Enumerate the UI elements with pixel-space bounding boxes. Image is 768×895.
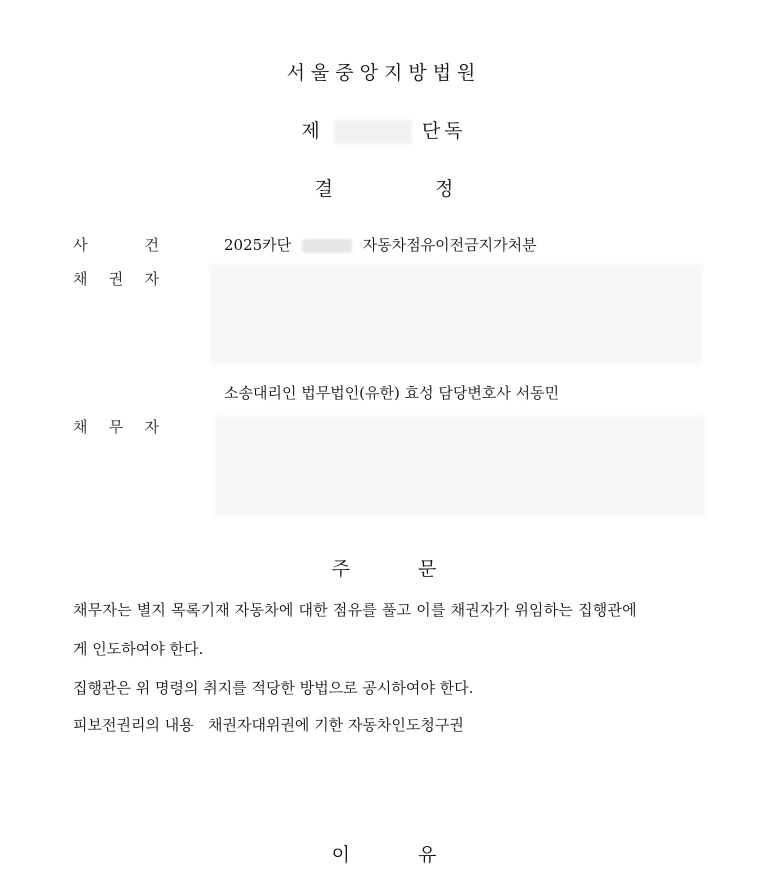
case-year-type: 2025카단 [224, 236, 292, 254]
redacted-creditor-info [210, 264, 702, 364]
debtor-label: 채 무 자 [73, 418, 159, 436]
case-value [224, 234, 537, 255]
order-line-1: 채무자는 별지 목록기재 자동차에 대한 점유를 풀고 이를 채권자가 위임하는 집행관에 [73, 601, 637, 619]
redacted-debtor-info [215, 416, 705, 516]
reason-title [0, 840, 768, 867]
reason-title-left: 이 [331, 844, 350, 866]
redacted-case-number [302, 239, 352, 253]
doc-type-right: 정 [435, 178, 454, 200]
division-prefix: 제 [301, 120, 324, 142]
order-line-2: 게 인도하여야 한다. [73, 640, 204, 658]
order-title [0, 554, 768, 581]
creditor-attorney: 소송대리인 법무법인(유한) 효성 담당변호사 서동민 [224, 384, 560, 402]
division-suffix: 단독 [421, 120, 467, 142]
case-label: 사 건 [73, 236, 159, 254]
division-line [0, 116, 768, 144]
court-name: 서울중앙지방법원 [286, 62, 482, 84]
doc-type-left: 결 [314, 178, 333, 200]
order-title-right: 문 [418, 558, 437, 580]
order-title-left: 주 [331, 558, 350, 580]
creditor-label: 채 권 자 [73, 270, 159, 288]
order-line-4: 피보전권리의 내용 채권자대위권에 기한 자동차인도청구권 [73, 716, 464, 734]
case-name: 자동차점유이전금지가처분 [362, 236, 537, 254]
redacted-division-number [334, 120, 412, 144]
order-line-3: 집행관은 위 명령의 취지를 적당한 방법으로 공시하여야 한다. [73, 679, 474, 697]
reason-title-right: 유 [418, 844, 437, 866]
document-type [0, 174, 768, 201]
